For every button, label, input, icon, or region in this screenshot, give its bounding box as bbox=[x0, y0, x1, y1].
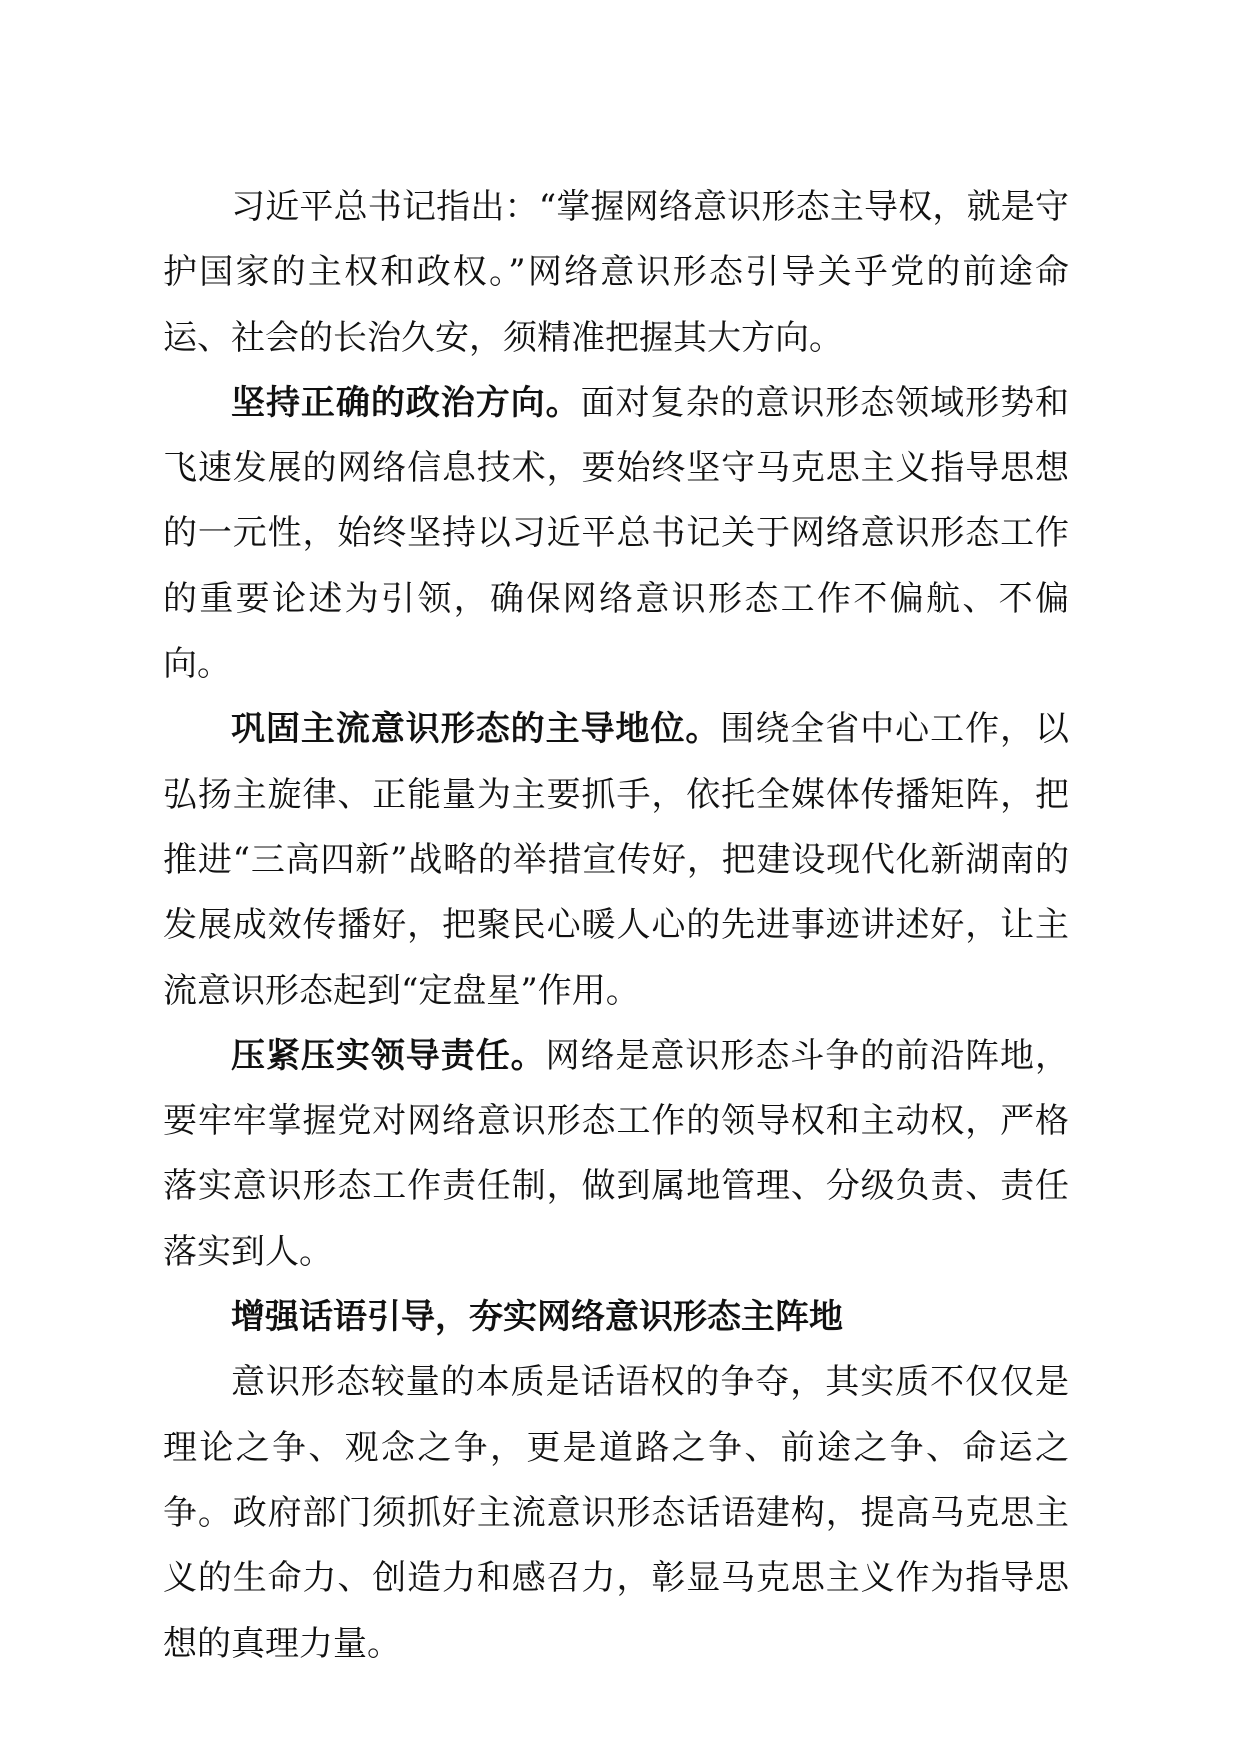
paragraph-body: 围绕全省中心工作，以弘扬主旋律、正能量为主要抓手，依托全媒体传播矩阵，把推进“三高四新”战略的举措宣传好，把建设现代化新湖南的发展成效传播好，把聚民心暖人心的先进事迹讲述好，让主流意识形态起到“定盘星”作用。 bbox=[163, 709, 1069, 1011]
paragraph-intro-text: 习近平总书记指出：“掌握网络意识形态主导权，就是守护国家的主权和政权。”网络意识形态引导关乎党的前途命运、社会的长治久安，须精准把握其大方向。 bbox=[163, 187, 1069, 358]
document-body bbox=[163, 175, 1069, 1677]
section-heading-text: 增强话语引导，夯实网络意识形态主阵地 bbox=[231, 1297, 843, 1338]
paragraph-lead: 巩固主流意识形态的主导地位。 bbox=[231, 709, 721, 750]
paragraph-lead: 坚持正确的政治方向。 bbox=[231, 382, 581, 423]
paragraph-lead: 压紧压实领导责任。 bbox=[231, 1035, 546, 1076]
paragraph-intro bbox=[163, 175, 1069, 371]
paragraph-discourse-text: 意识形态较量的本质是话语权的争夺，其实质不仅仅是理论之争、观念之争，更是道路之争、前途之争、命运之争。政府部门须抓好主流意识形态话语建构，提高马克思主义的生命力、创造力和感召力，彰显马克思主义作为指导思想的真理力量。 bbox=[163, 1362, 1069, 1664]
paragraph-body: 面对复杂的意识形态领域形势和飞速发展的网络信息技术，要始终坚守马克思主义指导思想的一元性，始终坚持以习近平总书记关于网络意识形态工作的重要论述为引领，确保网络意识形态工作不偏航、不偏向。 bbox=[163, 382, 1070, 685]
section-heading bbox=[163, 1285, 1069, 1350]
paragraph-body: 网络是意识形态斗争的前沿阵地，要牢牢掌握党对网络意识形态工作的领导权和主动权，严格落实意识形态工作责任制，做到属地管理、分级负责、责任落实到人。 bbox=[163, 1035, 1069, 1272]
paragraph-leadership-responsibility bbox=[163, 1024, 1069, 1285]
paragraph-political-direction bbox=[163, 371, 1069, 697]
paragraph-mainstream-ideology bbox=[163, 697, 1069, 1023]
paragraph-discourse bbox=[163, 1350, 1069, 1676]
